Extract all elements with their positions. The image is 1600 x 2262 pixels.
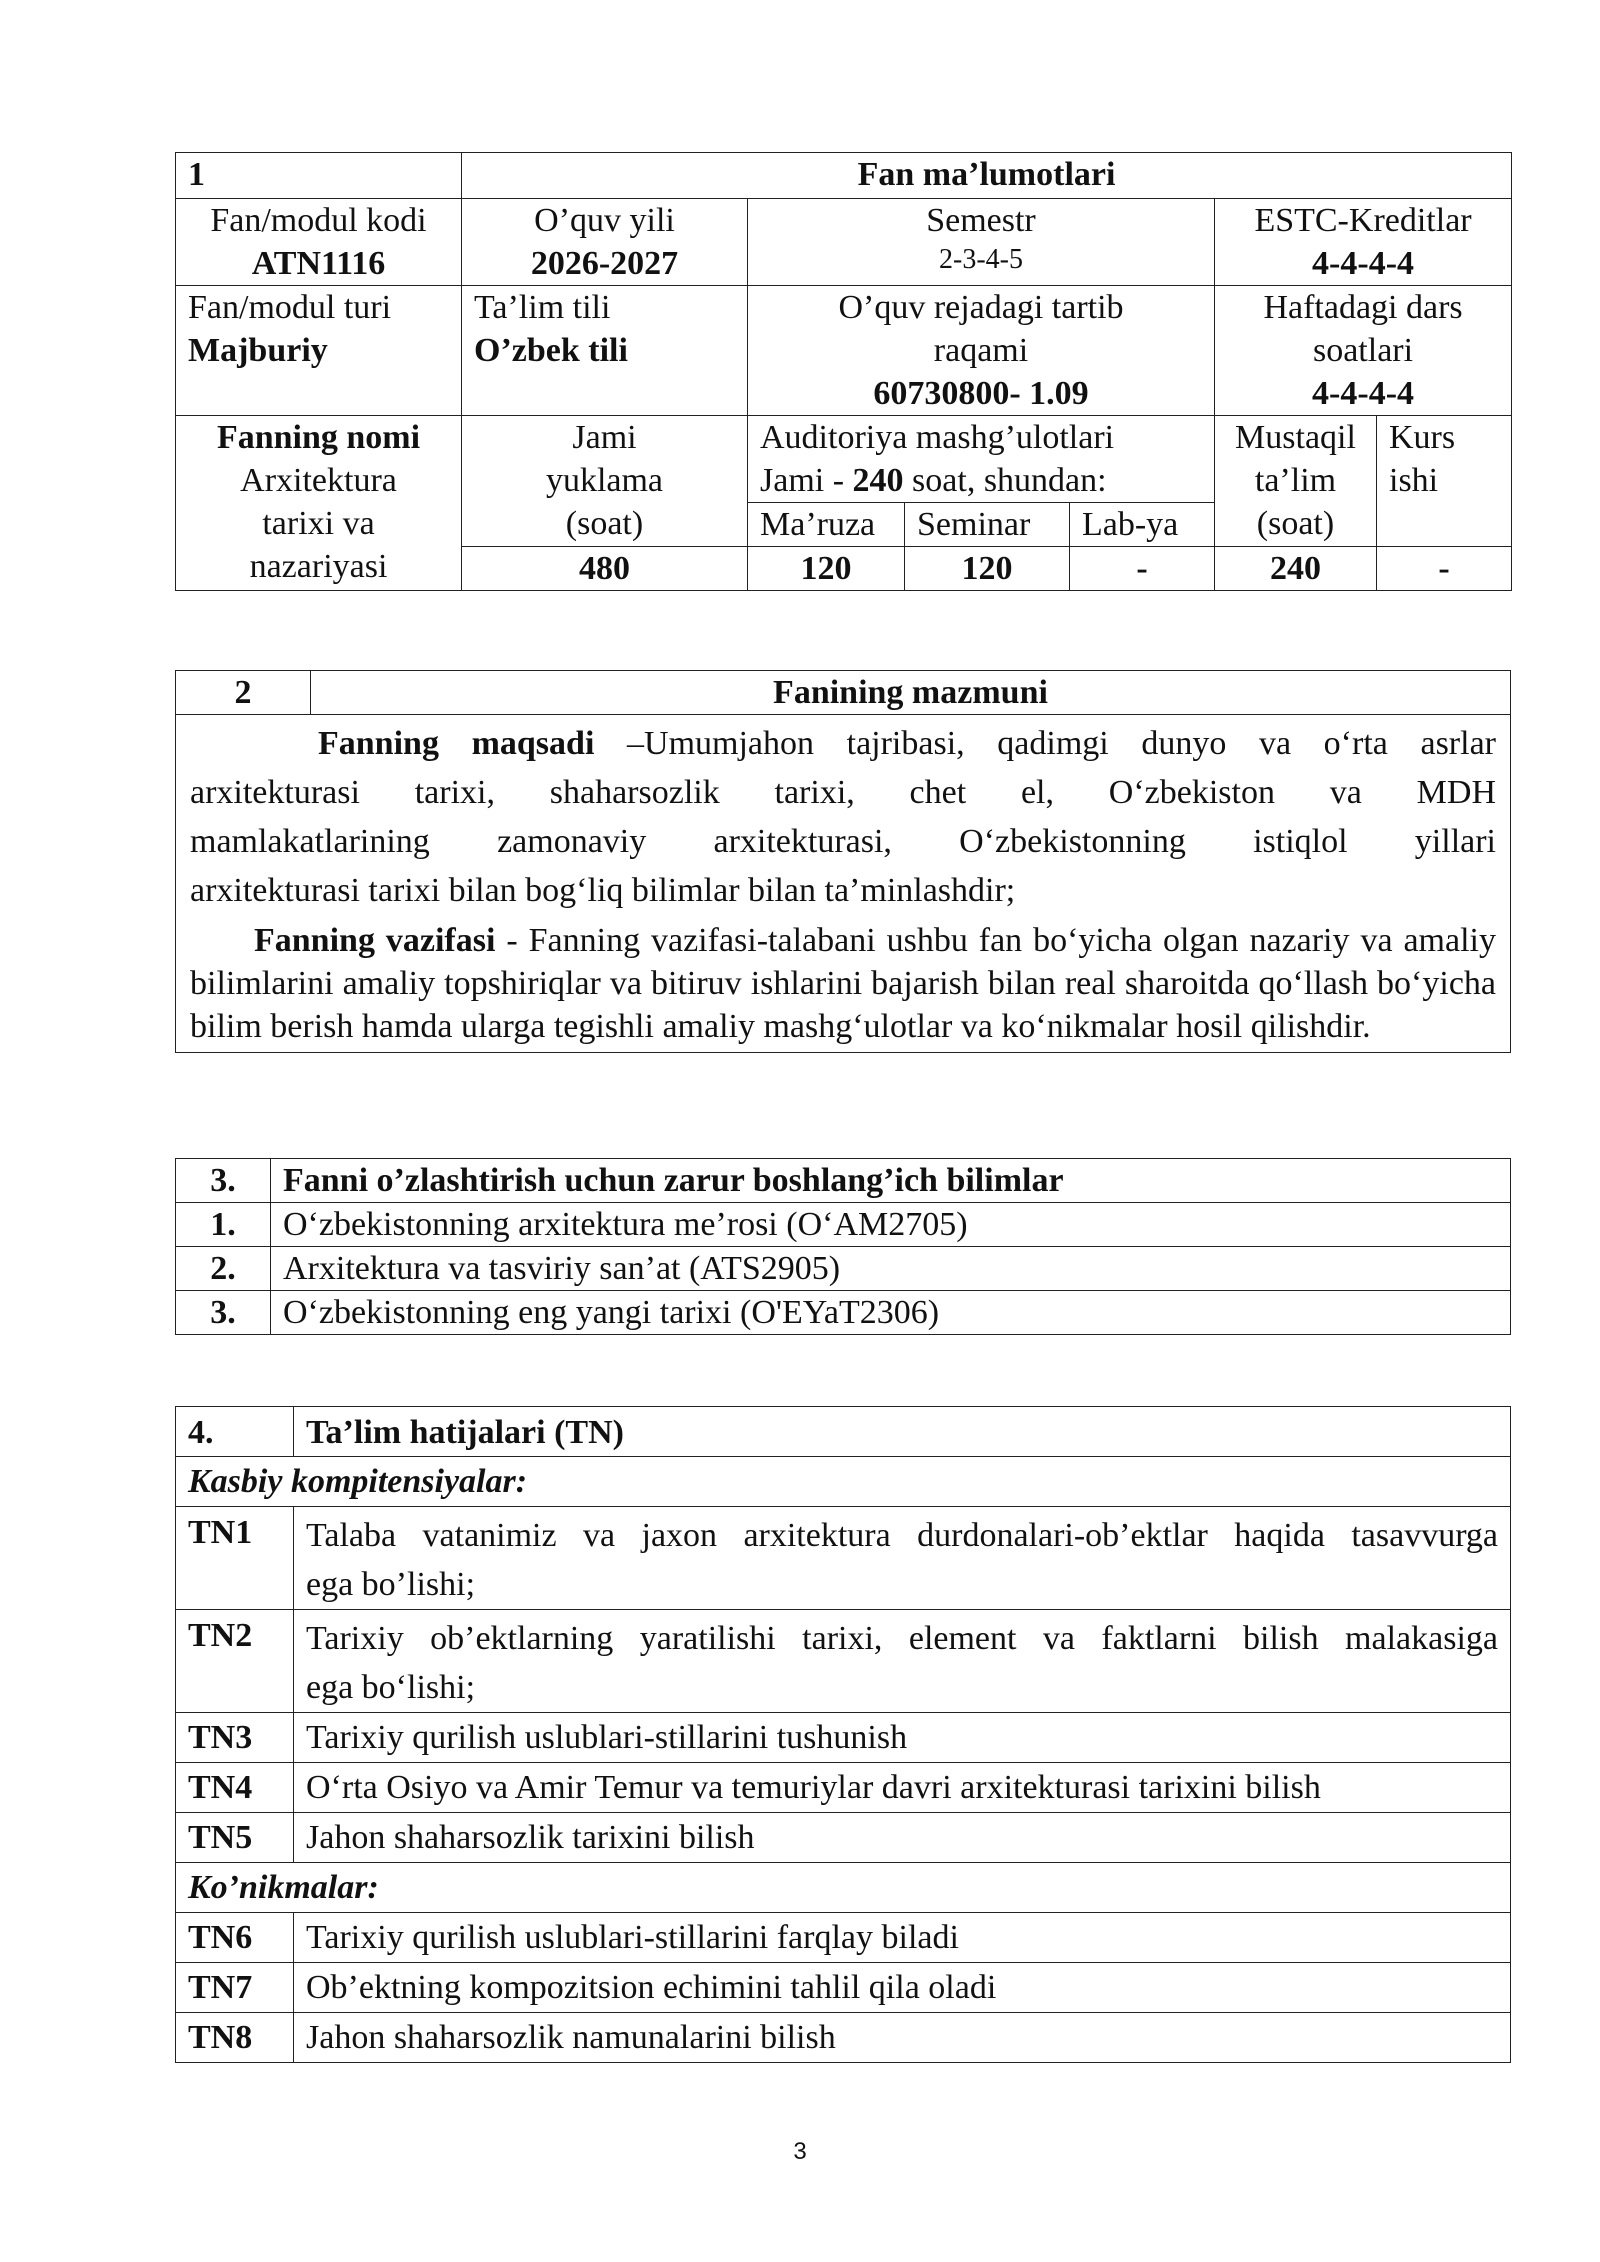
outcome-text-line-2: ega bo’lishi; xyxy=(306,1566,476,1603)
group-heading-skills: Ko’nikmalar: xyxy=(176,1863,1511,1913)
language-label: Ta’lim tili xyxy=(474,289,611,326)
subject-name-line-2: tarixi va xyxy=(262,505,375,542)
weekly-hours-value: 4-4-4-4 xyxy=(1312,375,1415,412)
plan-number-label-2: raqami xyxy=(933,332,1029,369)
outcome-text-line-1: Talaba vatanimiz va jaxon arxitektura durdonalari-ob’ektlar haqida tasavvurga xyxy=(306,1517,1498,1554)
prereq-number: 1. xyxy=(176,1203,271,1247)
section-title: Fan ma’lumotlari xyxy=(462,153,1512,199)
outcome-code: TN2 xyxy=(176,1610,294,1713)
outcome-text-line-2: ega bo‘lishi; xyxy=(306,1669,476,1706)
section-number: 2 xyxy=(176,671,311,715)
self-study-label-2: ta’lim xyxy=(1254,462,1337,499)
semester-value: 2-3-4-5 xyxy=(939,244,1023,275)
goal-line-4: arxitekturasi tarixi bilan bog‘liq bilimlar bilan ta’minlashdir; xyxy=(190,872,1016,909)
total-load-label-3: (soat) xyxy=(565,505,644,542)
outcome-code: TN3 xyxy=(176,1713,294,1763)
outcome-text: O‘rta Osiyo va Amir Temur va temuriylar davri arxitekturasi tarixini bilish xyxy=(294,1763,1511,1813)
module-type-label: Fan/modul turi xyxy=(188,289,392,326)
auditorium-total-value: 240 xyxy=(852,462,904,499)
outcome-code: TN5 xyxy=(176,1813,294,1863)
seminar-value: 120 xyxy=(905,547,1070,591)
outcome-code: TN1 xyxy=(176,1507,294,1610)
outcome-text: Ob’ektning kompozitsion echimini tahlil qila oladi xyxy=(294,1963,1511,2013)
semester-cell xyxy=(748,199,1215,286)
course-work-label-1: Kurs xyxy=(1389,419,1456,456)
subject-name-line-1: Arxitektura xyxy=(240,462,397,499)
total-load-label-1: Jami xyxy=(572,419,637,456)
outcome-text xyxy=(294,1507,1511,1610)
learning-outcomes-table xyxy=(175,1406,1511,2063)
lecture-value: 120 xyxy=(748,547,905,591)
task-text: - Fanning vazifasi-talabani ushbu fan bo‘yicha olgan nazariy va amaliy bilimlarini amaliy topshiriqlar va bitiruv ishlarini bajarish bilan real sharoitda qo‘llash bo‘yicha bilim berish hamda ularga tegishli amaliy mashg‘ulotlar va ko‘nikmalar hosil qilishdir. xyxy=(190,922,1496,1045)
credits-label: ESTC-Kreditlar xyxy=(1254,202,1472,239)
language-cell xyxy=(462,286,748,416)
outcome-code: TN4 xyxy=(176,1763,294,1813)
study-year-cell xyxy=(462,199,748,286)
study-year-value: 2026-2027 xyxy=(530,245,679,282)
total-load-label-2: yuklama xyxy=(545,462,664,499)
outcome-text: Jahon shaharsozlik tarixini bilish xyxy=(294,1813,1511,1863)
lab-value: - xyxy=(1070,547,1215,591)
prereq-text: O‘zbekistonning arxitektura me’rosi (O‘AM2705) xyxy=(271,1203,1511,1247)
section-title: Fanining mazmuni xyxy=(311,671,1511,715)
subject-name-label: Fanning nomi xyxy=(216,419,421,456)
auditorium-total-suffix: soat, shundan: xyxy=(903,462,1107,499)
goal-line-1 xyxy=(190,719,1496,768)
group-heading-competencies: Kasbiy kompitensiyalar: xyxy=(176,1457,1511,1507)
prereq-text: Arxitektura va tasviriy san’at (ATS2905) xyxy=(271,1247,1511,1291)
self-study-value: 240 xyxy=(1215,547,1377,591)
self-study-label-cell xyxy=(1215,416,1377,547)
self-study-label-3: (soat) xyxy=(1256,505,1335,542)
module-code-label: Fan/modul kodi xyxy=(210,202,427,239)
self-study-label-1: Mustaqil xyxy=(1235,419,1356,456)
outcome-text xyxy=(294,1610,1511,1713)
section-title: Fanni o’zlashtirish uchun zarur boshlang’ich bilimlar xyxy=(271,1159,1511,1203)
fan-malumotlari-table xyxy=(175,152,1512,591)
auditorium-total-line xyxy=(760,459,1202,502)
credits-cell xyxy=(1215,199,1512,286)
page-number: 3 xyxy=(793,2138,807,2165)
prerequisites-table xyxy=(175,1158,1511,1335)
section-number: 4. xyxy=(176,1407,294,1457)
credits-value: 4-4-4-4 xyxy=(1312,245,1415,282)
plan-number-value: 60730800- 1.09 xyxy=(873,375,1089,412)
auditorium-total-prefix: Jami - xyxy=(760,462,853,499)
goal-line-3: mamlakatlarining zamonaviy arxitekturasi, O‘zbekistonning istiqlol yillari xyxy=(190,823,1496,860)
section-title: Ta’lim hatijalari (TN) xyxy=(294,1407,1511,1457)
goal-title: Fanning maqsadi xyxy=(318,725,595,762)
plan-number-label-1: O’quv rejadagi tartib xyxy=(838,289,1124,326)
goal-text-1: –Umumjahon tajribasi, qadimgi dunyo va o‘rta asrlar xyxy=(594,725,1496,762)
section-number: 3. xyxy=(176,1159,271,1203)
lab-label: Lab-ya xyxy=(1070,503,1215,547)
prereq-number: 3. xyxy=(176,1291,271,1335)
language-value: O’zbek tili xyxy=(474,332,628,369)
course-work-value: - xyxy=(1377,547,1512,591)
semester-label: Semestr xyxy=(926,202,1036,239)
total-load-value: 480 xyxy=(462,547,748,591)
course-work-label-cell xyxy=(1377,416,1512,547)
module-code-value: ATN1116 xyxy=(251,245,386,282)
outcome-code: TN8 xyxy=(176,2013,294,2063)
section-number: 1 xyxy=(176,153,462,199)
module-type-cell xyxy=(176,286,462,416)
study-year-label: O’quv yili xyxy=(534,202,675,239)
outcome-text-line-1: Tarixiy ob’ektlarning yaratilishi tarixi, element va faktlarni bilish malakasiga xyxy=(306,1620,1498,1657)
prereq-text: O‘zbekistonning eng yangi tarixi (O'EYaT2306) xyxy=(271,1291,1511,1335)
module-type-value: Majburiy xyxy=(188,332,328,369)
weekly-hours-cell xyxy=(1215,286,1512,416)
content-cell xyxy=(176,715,1511,1053)
outcome-text: Tarixiy qurilish uslublari-stillarini tushunish xyxy=(294,1713,1511,1763)
subject-name-line-3: nazariyasi xyxy=(249,548,388,585)
outcome-code: TN6 xyxy=(176,1913,294,1963)
outcome-text: Tarixiy qurilish uslublari-stillarini farqlay biladi xyxy=(294,1913,1511,1963)
task-title: Fanning vazifasi xyxy=(254,922,496,959)
goal-line-2: arxitekturasi tarixi, shaharsozlik tarixi, chet el, O‘zbekiston va MDH xyxy=(190,774,1496,811)
fan-mazmuni-table xyxy=(175,670,1511,1053)
task-paragraph xyxy=(190,919,1496,1048)
seminar-label: Seminar xyxy=(905,503,1070,547)
module-code-cell xyxy=(176,199,462,286)
auditorium-label: Auditoriya mashg’ulotlari xyxy=(760,419,1115,456)
weekly-hours-label-1: Haftadagi dars xyxy=(1263,289,1463,326)
weekly-hours-label-2: soatlari xyxy=(1312,332,1414,369)
auditorium-cell xyxy=(748,416,1215,503)
prereq-number: 2. xyxy=(176,1247,271,1291)
lecture-label: Ma’ruza xyxy=(748,503,905,547)
outcome-code: TN7 xyxy=(176,1963,294,2013)
total-load-label-cell xyxy=(462,416,748,547)
outcome-text: Jahon shaharsozlik namunalarini bilish xyxy=(294,2013,1511,2063)
plan-number-cell xyxy=(748,286,1215,416)
course-work-label-2: ishi xyxy=(1389,462,1439,499)
subject-name-cell xyxy=(176,416,462,591)
